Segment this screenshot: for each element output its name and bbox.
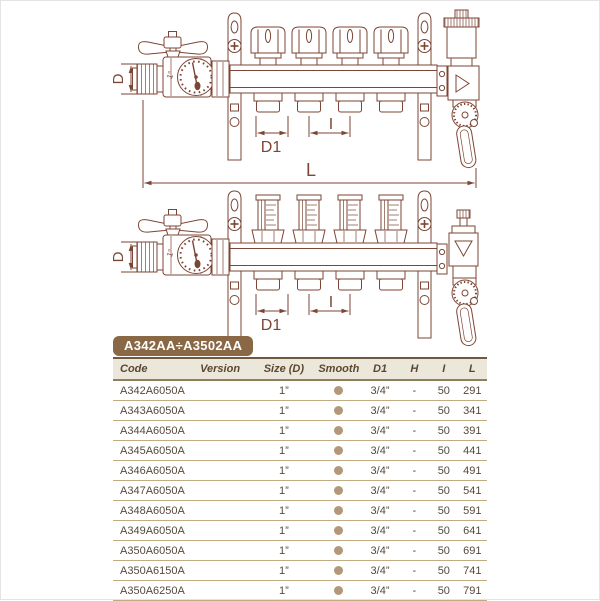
cell-i: 50 <box>437 404 450 417</box>
table-row <box>113 481 487 501</box>
cell-i: 50 <box>437 464 450 477</box>
cell-l: 491 <box>463 464 482 477</box>
table-row <box>113 441 487 461</box>
cell-size: 1” <box>278 404 289 417</box>
cell-i: 50 <box>437 524 450 537</box>
cell-size: 1” <box>278 564 289 577</box>
cell-code: A345A6050A <box>120 444 185 457</box>
supply-ball-valve <box>121 32 229 98</box>
cell-smooth <box>316 525 361 537</box>
cell-size: 1” <box>278 584 289 597</box>
cell-l: 291 <box>463 384 482 397</box>
cell-size: 1” <box>278 484 289 497</box>
manual-vent-valve <box>449 210 478 278</box>
cell-l: 341 <box>463 404 482 417</box>
cell-code: A350A6250A <box>120 584 185 597</box>
cell-smooth <box>316 445 361 457</box>
smooth-dot <box>334 486 343 495</box>
cell-i: 50 <box>437 444 450 457</box>
cell-l: 791 <box>463 584 482 597</box>
smooth-dot <box>334 466 343 475</box>
cell-size: 1” <box>278 424 289 437</box>
top-manifold-drawing <box>110 10 479 188</box>
cell-smooth <box>316 425 361 437</box>
cell-d1: 3/4” <box>370 544 390 557</box>
dim-label-d1-top: D1 <box>260 139 282 156</box>
cell-d1: 3/4” <box>370 384 390 397</box>
column-header-version: Version <box>200 363 241 375</box>
valve-size-label-top: 1” <box>165 70 176 80</box>
cell-h: - <box>412 564 417 577</box>
bottom-manifold-drawing <box>110 191 478 347</box>
table-body <box>113 381 487 601</box>
cell-size: 1” <box>278 524 289 537</box>
cell-code: A343A6050A <box>120 404 185 417</box>
return-ball-valve <box>121 210 229 276</box>
column-header-smooth: Smooth <box>318 363 360 375</box>
dim-label-i-bottom: I <box>328 294 334 311</box>
cell-i: 50 <box>437 484 450 497</box>
cell-size: 1” <box>278 504 289 517</box>
dim-label-i-top: I <box>328 116 334 133</box>
air-vent-valve <box>444 10 479 100</box>
cell-code: A346A6050A <box>120 464 185 477</box>
smooth-dot <box>334 566 343 575</box>
smooth-dot <box>334 546 343 555</box>
cell-d1: 3/4” <box>370 444 390 457</box>
table-row <box>113 421 487 441</box>
table-row <box>113 561 487 581</box>
cell-h: - <box>412 544 417 557</box>
table-row <box>113 541 487 561</box>
cell-i: 50 <box>437 544 450 557</box>
cell-i: 50 <box>437 504 450 517</box>
column-header-size: Size (D) <box>263 363 305 375</box>
cell-smooth <box>316 385 361 397</box>
cell-d1: 3/4” <box>370 564 390 577</box>
column-header-h: H <box>410 363 419 375</box>
cell-code: A349A6050A <box>120 524 185 537</box>
column-header-i: I <box>442 363 446 375</box>
dim-label-l: L <box>305 160 317 180</box>
dim-label-d-top: D <box>110 73 127 85</box>
cell-l: 691 <box>463 544 482 557</box>
cell-d1: 3/4” <box>370 484 390 497</box>
table-header-row <box>113 357 487 381</box>
table-row <box>113 381 487 401</box>
table-row <box>113 401 487 421</box>
cell-smooth <box>316 405 361 417</box>
cell-h: - <box>412 444 417 457</box>
cell-smooth <box>316 585 361 597</box>
cell-smooth <box>316 505 361 517</box>
cell-size: 1” <box>278 444 289 457</box>
cell-size: 1” <box>278 384 289 397</box>
cell-l: 741 <box>463 564 482 577</box>
model-range-badge <box>113 336 253 356</box>
column-header-l: L <box>468 363 476 375</box>
cell-l: 441 <box>463 444 482 457</box>
smooth-dot <box>334 586 343 595</box>
cell-h: - <box>412 484 417 497</box>
cell-d1: 3/4” <box>370 424 390 437</box>
smooth-dot <box>334 406 343 415</box>
cell-l: 391 <box>463 424 482 437</box>
drain-valve <box>452 100 478 169</box>
cell-i: 50 <box>437 564 450 577</box>
smooth-dot <box>334 386 343 395</box>
cell-l: 641 <box>463 524 482 537</box>
smooth-dot <box>334 426 343 435</box>
table-row <box>113 461 487 481</box>
cell-h: - <box>412 464 417 477</box>
table-row <box>113 521 487 541</box>
table-row <box>113 501 487 521</box>
cell-smooth <box>316 465 361 477</box>
cell-code: A348A6050A <box>120 504 185 517</box>
cell-code: A347A6050A <box>120 484 185 497</box>
smooth-dot <box>334 446 343 455</box>
column-header-code: Code <box>120 363 148 375</box>
cell-smooth <box>316 565 361 577</box>
cell-code: A342A6050A <box>120 384 185 397</box>
table-row <box>113 581 487 601</box>
cell-h: - <box>412 424 417 437</box>
dim-label-d-bottom: D <box>110 251 127 263</box>
cell-d1: 3/4” <box>370 404 390 417</box>
cell-smooth <box>316 485 361 497</box>
cell-l: 541 <box>463 484 482 497</box>
cell-d1: 3/4” <box>370 464 390 477</box>
cell-size: 1” <box>278 544 289 557</box>
cell-i: 50 <box>437 584 450 597</box>
cell-smooth <box>316 545 361 557</box>
cell-h: - <box>412 504 417 517</box>
cell-h: - <box>412 584 417 597</box>
model-range-label: A342AA÷A3502AA <box>124 338 243 353</box>
dim-label-d1-bottom: D1 <box>260 317 282 334</box>
valve-size-label-bottom: 1” <box>165 248 176 258</box>
cell-code: A344A6050A <box>120 424 185 437</box>
cell-size: 1” <box>278 464 289 477</box>
spec-table <box>113 336 487 601</box>
cell-d1: 3/4” <box>370 584 390 597</box>
cell-h: - <box>412 384 417 397</box>
smooth-dot <box>334 506 343 515</box>
cell-d1: 3/4” <box>370 504 390 517</box>
cell-i: 50 <box>437 384 450 397</box>
column-header-d1: D1 <box>373 363 388 375</box>
cell-code: A350A6150A <box>120 564 185 577</box>
cell-i: 50 <box>437 424 450 437</box>
cell-h: - <box>412 524 417 537</box>
cell-h: - <box>412 404 417 417</box>
cell-code: A350A6050A <box>120 544 185 557</box>
smooth-dot <box>334 526 343 535</box>
dimension-lines-bottom <box>256 294 350 315</box>
cell-l: 591 <box>463 504 482 517</box>
cell-d1: 3/4” <box>370 524 390 537</box>
